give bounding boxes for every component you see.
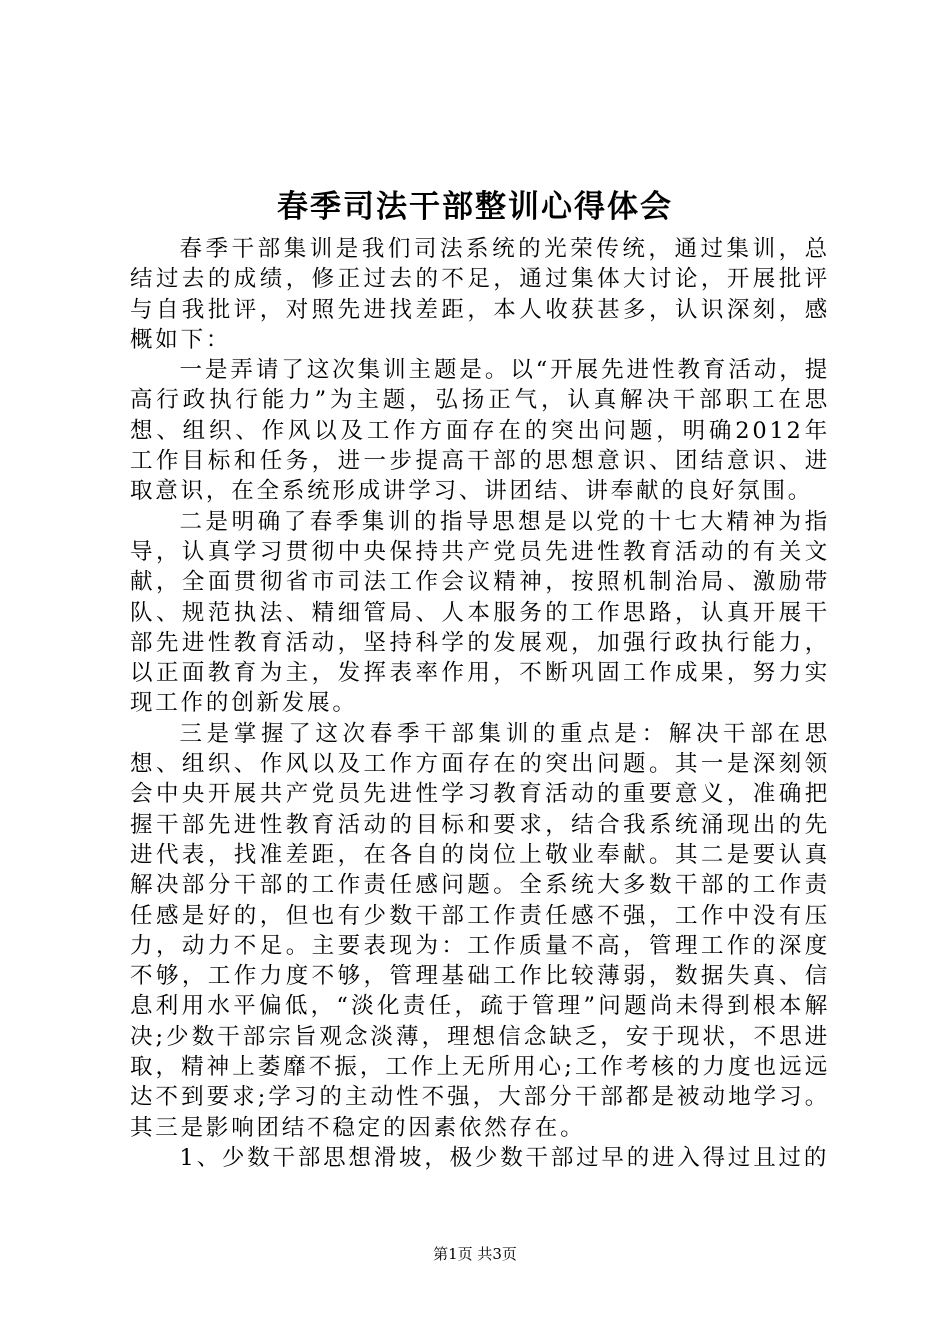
document-body xyxy=(130,234,830,1173)
paragraph-second-point: 二是明确了春季集训的指导思想是以党的十七大精神为指导，认真学习贯彻中央保持共产党员先进性教育活动的有关文献，全面贯彻省市司法工作会议精神，按照机制治局、激励带队、规范执法、精细管局、人本服务的工作思路，认真开展干部先进性教育活动，坚持科学的发展观，加强行政执行能力，以正面教育为主，发挥表率作用，不断巩固工作成果，努力实现工作的创新发展。 xyxy=(130,508,830,717)
page-total: 共3页 xyxy=(477,1245,517,1263)
paragraph-list-item-1: 1、少数干部思想滑坡，极少数干部过早的进入得过且过的 xyxy=(179,1144,830,1171)
document-title: 春季司法干部整训心得体会 xyxy=(277,189,673,225)
paragraph-third-point: 三是掌握了这次春季干部集训的重点是：解决干部在思想、组织、作风以及工作方面存在的突出问题。其一是深刻领会中央开展共产党员先进性学习教育活动的重要意义，准确把握干部先进性教育活动的目标和要求，结合我系统涌现出的先进代表，找准差距，在各自的岗位上敬业奉献。其二是要认真解决部分干部的工作责任感问题。全系统大多数干部的工作责任感是好的，但也有少数干部工作责任感不强，工作中没有压力，动力不足。主要表现为：工作质量不高，管理工作的深度不够，工作力度不够，管理基础工作比较薄弱，数据失真、信息利用水平偏低，“淡化责任，疏于管理”问题尚未得到根本解决;少数干部宗旨观念淡薄，理想信念缺乏，安于现状，不思进取，精神上萎靡不振，工作上无所用心;工作考核的力度也远远达不到要求;学习的主动性不强，大部分干部都是被动地学习。其三是影响团结不稳定的因素依然存在。 xyxy=(130,720,830,1141)
paragraph-intro: 春季干部集训是我们司法系统的光荣传统，通过集训，总结过去的成绩，修正过去的不足，通过集体大讨论，开展批评与自我批评，对照先进找差距，本人收获甚多，认识深刻，感概如下： xyxy=(130,236,830,353)
page-footer xyxy=(0,1244,950,1264)
paragraph-first-point: 一是弄请了这次集训主题是。以“开展先进性教育活动，提高行政执行能力”为主题，弘扬正气，认真解决干部职工在思想、组织、作风以及工作方面存在的突出问题，明确2012年工作目标和任务，进一步提高干部的思想意识、团结意识、进取意识，在全系统形成讲学习、讲团结、讲奉献的良好氛围。 xyxy=(130,357,830,505)
page-number: 第1页 xyxy=(433,1245,478,1263)
